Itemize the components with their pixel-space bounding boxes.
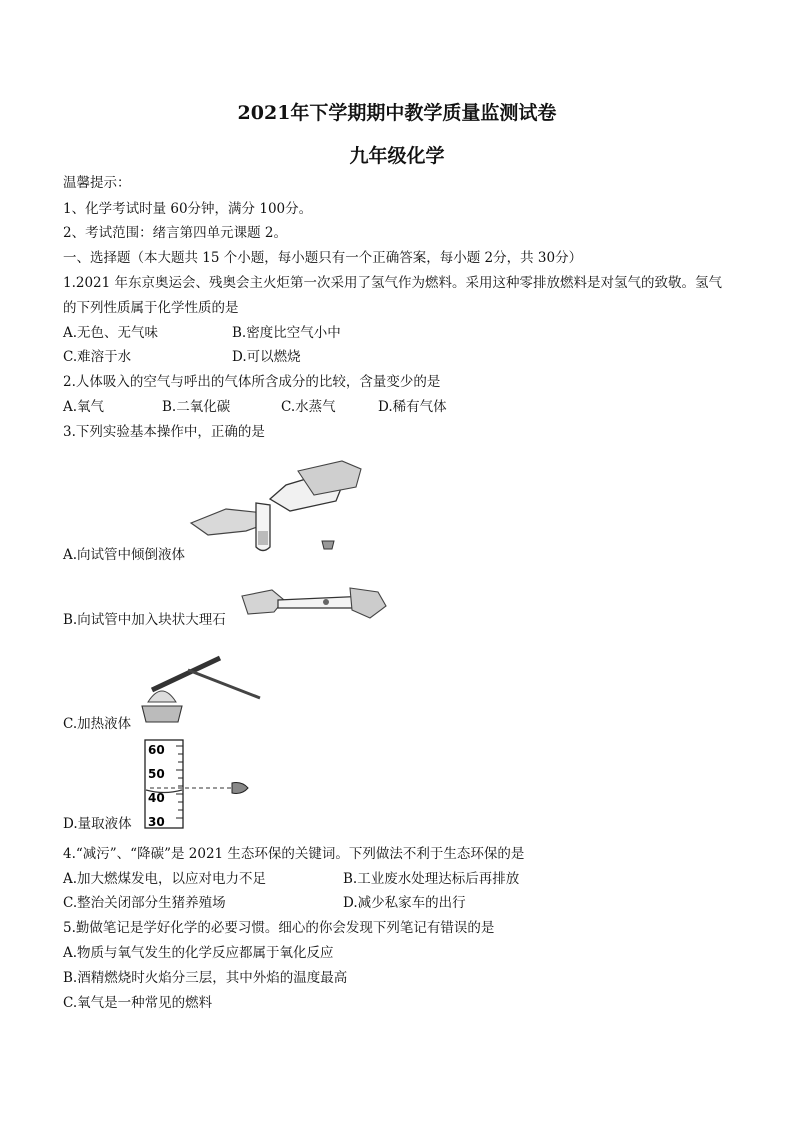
tick-label-60: 60 (148, 743, 165, 757)
alcohol-lamp (142, 706, 182, 722)
q2-option-c: C.水蒸气 (281, 399, 336, 415)
question-5-stem: 5.勤做笔记是学好化学的必要习惯。细心的你会发现下列笔记有错误的是 (63, 920, 495, 936)
q4-option-d: D.减少私家车的出行 (343, 895, 466, 911)
q2-option-d: D.稀有气体 (378, 399, 447, 415)
q2-option-a: A.氧气 (63, 399, 105, 415)
question-3-stem: 3.下列实验基本操作中，正确的是 (63, 424, 265, 440)
q1-option-a: A.无色、无气味 (63, 325, 159, 341)
q1-option-d: D.可以燃烧 (232, 349, 301, 365)
q3-option-a: A.向试管中倾倒液体 (63, 547, 186, 563)
q4-option-a: A.加大燃煤发电，以应对电力不足 (63, 871, 267, 887)
tick-label-50: 50 (148, 767, 165, 781)
q5-option-a: A.物质与氧气发生的化学反应都属于氧化反应 (63, 945, 334, 961)
tick-label-40: 40 (148, 791, 165, 805)
adding-marble-figure (238, 578, 388, 628)
page-title: 2021年下学期期中教学质量监测试卷 (237, 102, 557, 124)
q4-option-b: B.工业废水处理达标后再排放 (343, 871, 520, 887)
note-item: 2、考试范围：绪言第四单元课题 2。 (63, 225, 287, 241)
q5-option-b: B.酒精燃烧时火焰分三层，其中外焰的温度最高 (63, 970, 348, 986)
q3-option-c: C.加热液体 (63, 716, 132, 732)
pouring-liquid-figure (186, 455, 366, 555)
question-1-stem: 1.2021 年东京奥运会、残奥会主火炬第一次采用了氢气作为燃料。采用这种零排放燃料是对氢气的致敬。氢气 (63, 275, 723, 291)
q1-option-b: B.密度比空气小中 (232, 325, 341, 341)
test-tube (152, 658, 220, 690)
marble-piece (323, 599, 329, 605)
right-hand (350, 588, 386, 618)
graduated-cylinder-figure (138, 738, 258, 830)
eye-icon (232, 783, 248, 794)
question-4-stem: 4.“减污”、“降碳”是 2021 生态环保的关键词。下列做法不利于生态环保的是 (63, 846, 525, 862)
note-item: 1、化学考试时量 60分钟，满分 100分。 (63, 201, 313, 217)
q2-option-b: B.二氧化碳 (162, 399, 231, 415)
notes-heading: 温馨提示： (63, 175, 131, 191)
q4-option-c: C.整治关闭部分生猪养殖场 (63, 895, 226, 911)
flame (148, 691, 176, 702)
q3-option-b: B.向试管中加入块状大理石 (63, 612, 226, 628)
question-2-stem: 2.人体吸入的空气与呼出的气体所含成分的比较，含量变少的是 (63, 374, 441, 390)
q3-option-d: D.量取液体 (63, 816, 132, 832)
tube-liquid (258, 531, 268, 545)
section-heading: 一、选择题（本大题共 15 个小题，每小题只有一个正确答案，每小题 2分，共 30分） (63, 250, 583, 266)
q1-option-c: C.难溶于水 (63, 349, 132, 365)
tube-holder (188, 670, 260, 698)
q5-option-c: C.氧气是一种常见的燃料 (63, 995, 213, 1011)
bottle-stopper (322, 541, 334, 549)
page-subtitle: 九年级化学 (349, 145, 445, 167)
tick-label-30: 30 (148, 815, 165, 829)
heating-liquid-figure (138, 640, 268, 725)
question-1-stem-cont: 的下列性质属于化学性质的是 (63, 300, 239, 316)
